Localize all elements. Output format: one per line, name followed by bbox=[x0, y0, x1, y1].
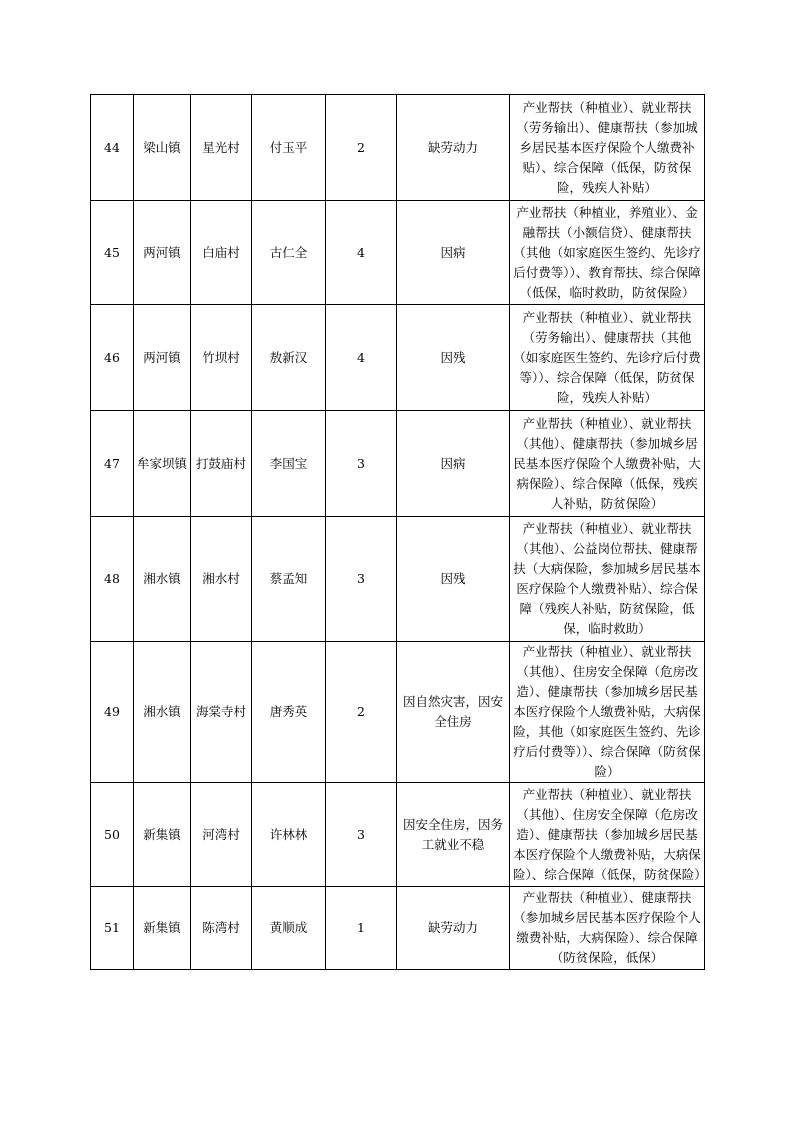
assistance-measures-cell: 产业帮扶（种植业）、就业帮扶（其他）、健康帮扶（参加城乡居民基本医疗保险个人缴费补贴，大病保险）、综合保障（低保，残疾人补贴，防贫保险） bbox=[510, 411, 705, 517]
household-size-cell: 3 bbox=[326, 517, 397, 642]
town-cell: 两河镇 bbox=[134, 201, 191, 305]
assistance-measures-cell: 产业帮扶（种植业，养殖业）、金融帮扶（小额信贷）、健康帮扶（其他（如家庭医生签约、先诊疗后付费等））、教育帮扶、综合保障（低保，临时救助，防贫保险） bbox=[510, 201, 705, 305]
householder-name-cell: 唐秀英 bbox=[252, 642, 326, 783]
household-size-cell: 4 bbox=[326, 201, 397, 305]
household-size-cell: 1 bbox=[326, 887, 397, 970]
village-cell: 河湾村 bbox=[191, 783, 252, 887]
table-row bbox=[91, 517, 705, 642]
poverty-reason-cell: 因病 bbox=[397, 201, 510, 305]
poverty-reason-cell: 因残 bbox=[397, 305, 510, 411]
village-cell: 星光村 bbox=[191, 95, 252, 201]
row-number-cell: 45 bbox=[91, 201, 134, 305]
poverty-reason-cell: 因安全住房，因务工就业不稳 bbox=[397, 783, 510, 887]
household-assistance-table bbox=[90, 94, 705, 970]
household-size-cell: 3 bbox=[326, 411, 397, 517]
village-cell: 竹坝村 bbox=[191, 305, 252, 411]
assistance-measures-cell: 产业帮扶（种植业）、就业帮扶（其他）、住房安全保障（危房改造）、健康帮扶（参加城乡居民基本医疗保险个人缴费补贴，大病保险，其他（如家庭医生签约、先诊疗后付费等））、综合保障（防贫保险） bbox=[510, 642, 705, 783]
town-cell: 牟家坝镇 bbox=[134, 411, 191, 517]
village-cell: 海棠寺村 bbox=[191, 642, 252, 783]
table-row bbox=[91, 411, 705, 517]
town-cell: 梁山镇 bbox=[134, 95, 191, 201]
row-number-cell: 50 bbox=[91, 783, 134, 887]
household-size-cell: 2 bbox=[326, 642, 397, 783]
row-number-cell: 46 bbox=[91, 305, 134, 411]
assistance-measures-cell: 产业帮扶（种植业）、就业帮扶（其他）、公益岗位帮扶、健康帮扶（大病保险，参加城乡居民基本医疗保险个人缴费补贴）、综合保障（残疾人补贴，防贫保险，低保，临时救助） bbox=[510, 517, 705, 642]
village-cell: 陈湾村 bbox=[191, 887, 252, 970]
table-row bbox=[91, 305, 705, 411]
assistance-measures-cell: 产业帮扶（种植业）、就业帮扶（其他）、住房安全保障（危房改造）、健康帮扶（参加城乡居民基本医疗保险个人缴费补贴，大病保险）、综合保障（低保，防贫保险） bbox=[510, 783, 705, 887]
poverty-reason-cell: 缺劳动力 bbox=[397, 95, 510, 201]
town-cell: 新集镇 bbox=[134, 887, 191, 970]
row-number-cell: 47 bbox=[91, 411, 134, 517]
householder-name-cell: 付玉平 bbox=[252, 95, 326, 201]
town-cell: 两河镇 bbox=[134, 305, 191, 411]
row-number-cell: 51 bbox=[91, 887, 134, 970]
household-size-cell: 4 bbox=[326, 305, 397, 411]
householder-name-cell: 黄顺成 bbox=[252, 887, 326, 970]
table-row bbox=[91, 95, 705, 201]
village-cell: 打鼓庙村 bbox=[191, 411, 252, 517]
town-cell: 湘水镇 bbox=[134, 517, 191, 642]
table-row bbox=[91, 201, 705, 305]
village-cell: 湘水村 bbox=[191, 517, 252, 642]
table-row bbox=[91, 887, 705, 970]
householder-name-cell: 古仁全 bbox=[252, 201, 326, 305]
assistance-measures-cell: 产业帮扶（种植业）、健康帮扶（参加城乡居民基本医疗保险个人缴费补贴，大病保险）、综合保障（防贫保险，低保） bbox=[510, 887, 705, 970]
assistance-measures-cell: 产业帮扶（种植业）、就业帮扶（劳务输出）、健康帮扶（其他（如家庭医生签约、先诊疗后付费等））、综合保障（低保，防贫保险，残疾人补贴） bbox=[510, 305, 705, 411]
householder-name-cell: 敖新汉 bbox=[252, 305, 326, 411]
poverty-reason-cell: 缺劳动力 bbox=[397, 887, 510, 970]
row-number-cell: 48 bbox=[91, 517, 134, 642]
householder-name-cell: 蔡孟知 bbox=[252, 517, 326, 642]
town-cell: 新集镇 bbox=[134, 783, 191, 887]
table-row bbox=[91, 642, 705, 783]
household-size-cell: 2 bbox=[326, 95, 397, 201]
village-cell: 白庙村 bbox=[191, 201, 252, 305]
assistance-measures-cell: 产业帮扶（种植业）、就业帮扶（劳务输出）、健康帮扶（参加城乡居民基本医疗保险个人缴费补贴）、综合保障（低保，防贫保险，残疾人补贴） bbox=[510, 95, 705, 201]
poverty-reason-cell: 因残 bbox=[397, 517, 510, 642]
householder-name-cell: 李国宝 bbox=[252, 411, 326, 517]
householder-name-cell: 许林林 bbox=[252, 783, 326, 887]
table-row bbox=[91, 783, 705, 887]
poverty-reason-cell: 因自然灾害，因安全住房 bbox=[397, 642, 510, 783]
row-number-cell: 44 bbox=[91, 95, 134, 201]
household-size-cell: 3 bbox=[326, 783, 397, 887]
row-number-cell: 49 bbox=[91, 642, 134, 783]
poverty-reason-cell: 因病 bbox=[397, 411, 510, 517]
town-cell: 湘水镇 bbox=[134, 642, 191, 783]
